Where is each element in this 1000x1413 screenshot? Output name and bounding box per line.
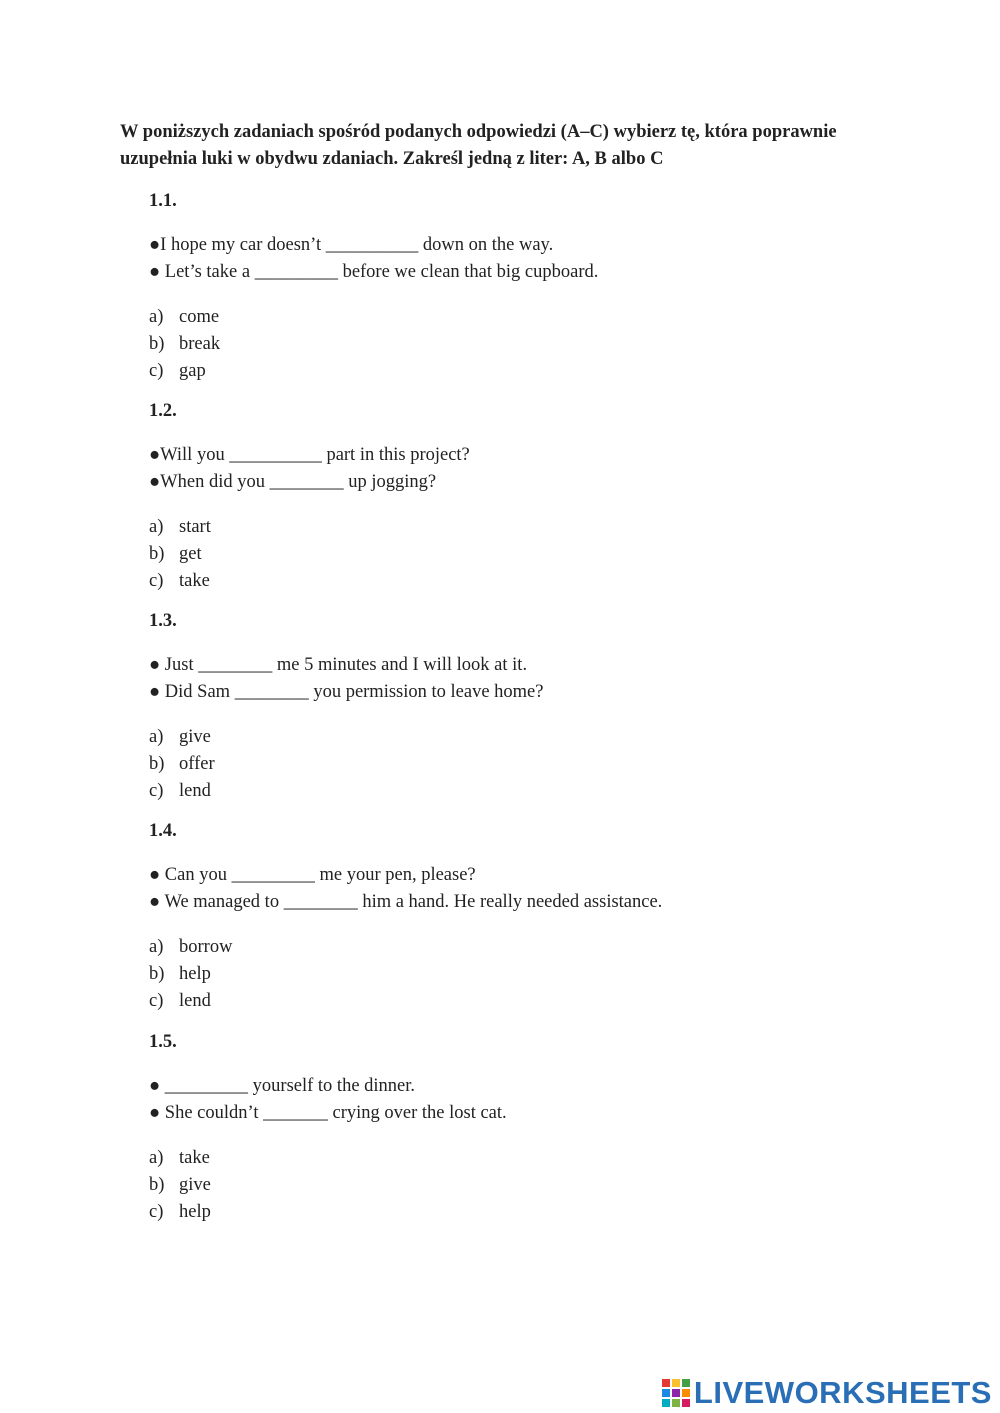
option-letter: c)	[149, 991, 164, 1011]
option-letter: a)	[149, 937, 164, 957]
option-a[interactable]	[149, 514, 829, 541]
option-a[interactable]	[149, 304, 829, 331]
option-text: lend	[179, 781, 211, 801]
option-letter: c)	[149, 361, 164, 381]
option-b[interactable]	[149, 961, 829, 988]
option-b[interactable]	[149, 1172, 829, 1199]
option-letter: a)	[149, 1148, 164, 1168]
question-1-3	[149, 608, 829, 805]
sentence: ● Let’s take a _________ before we clean that big cupboard.	[149, 262, 599, 282]
option-letter: b)	[149, 1175, 165, 1195]
question-1-5	[149, 1029, 829, 1226]
option-text: give	[179, 727, 211, 747]
logo-block	[672, 1379, 680, 1387]
option-letter: a)	[149, 517, 164, 537]
option-text: gap	[179, 361, 206, 381]
option-text: get	[179, 544, 202, 564]
question-1-4	[149, 818, 829, 1015]
option-c[interactable]	[149, 988, 829, 1015]
option-text: help	[179, 964, 211, 984]
sentence: ● She couldn’t _______ crying over the lost cat.	[149, 1103, 507, 1123]
logo-block	[672, 1399, 680, 1407]
option-c[interactable]	[149, 778, 829, 805]
option-text: borrow	[179, 937, 233, 957]
logo-block	[682, 1379, 690, 1387]
logo-blocks-icon	[662, 1379, 690, 1407]
question-number: 1.4.	[149, 821, 177, 841]
option-text: lend	[179, 991, 211, 1011]
liveworksheets-logo[interactable]	[662, 1375, 992, 1411]
option-text: break	[179, 334, 221, 354]
sentence: ●I hope my car doesn’t __________ down on the way.	[149, 235, 554, 255]
option-c[interactable]	[149, 1199, 829, 1226]
logo-block	[662, 1399, 670, 1407]
option-c[interactable]	[149, 568, 829, 595]
sentence: ●Will you __________ part in this project?	[149, 445, 470, 465]
option-a[interactable]	[149, 1145, 829, 1172]
option-c[interactable]	[149, 358, 829, 385]
question-1-1	[149, 188, 829, 385]
logo-block	[662, 1379, 670, 1387]
option-letter: a)	[149, 727, 164, 747]
logo-block	[672, 1389, 680, 1397]
option-letter: b)	[149, 544, 165, 564]
logo-text: LIVEWORKSHEETS	[693, 1375, 992, 1410]
logo-block	[682, 1389, 690, 1397]
option-letter: c)	[149, 571, 164, 591]
option-b[interactable]	[149, 751, 829, 778]
option-a[interactable]	[149, 934, 829, 961]
option-letter: b)	[149, 334, 165, 354]
option-letter: b)	[149, 754, 165, 774]
question-number: 1.3.	[149, 611, 177, 631]
question-number: 1.2.	[149, 401, 177, 421]
option-text: start	[179, 517, 211, 537]
option-text: take	[179, 1148, 210, 1168]
option-b[interactable]	[149, 541, 829, 568]
option-b[interactable]	[149, 331, 829, 358]
sentence: ● We managed to ________ him a hand. He really needed assistance.	[149, 892, 663, 912]
instructions: W poniższych zadaniach spośród podanych odpowiedzi (A–C) wybierz tę, która poprawnie uzupełnia luki w obydwu zdaniach. Zakreśl jedną z liter: A, B albo C	[120, 122, 837, 169]
option-a[interactable]	[149, 724, 829, 751]
question-number: 1.5.	[149, 1032, 177, 1052]
option-text: give	[179, 1175, 211, 1195]
question-number: 1.1.	[149, 191, 177, 211]
sentence: ● Did Sam ________ you permission to leave home?	[149, 682, 544, 702]
option-letter: a)	[149, 307, 164, 327]
logo-block	[662, 1389, 670, 1397]
option-text: come	[179, 307, 220, 327]
option-text: offer	[179, 754, 215, 774]
sentence: ●When did you ________ up jogging?	[149, 472, 437, 492]
sentence: ● _________ yourself to the dinner.	[149, 1076, 416, 1096]
option-letter: c)	[149, 781, 164, 801]
option-letter: c)	[149, 1202, 164, 1222]
logo-block	[682, 1399, 690, 1407]
question-1-2	[149, 398, 829, 595]
option-letter: b)	[149, 964, 165, 984]
sentence: ● Can you _________ me your pen, please?	[149, 865, 476, 885]
sentence: ● Just ________ me 5 minutes and I will look at it.	[149, 655, 528, 675]
option-text: take	[179, 571, 210, 591]
option-text: help	[179, 1202, 211, 1222]
